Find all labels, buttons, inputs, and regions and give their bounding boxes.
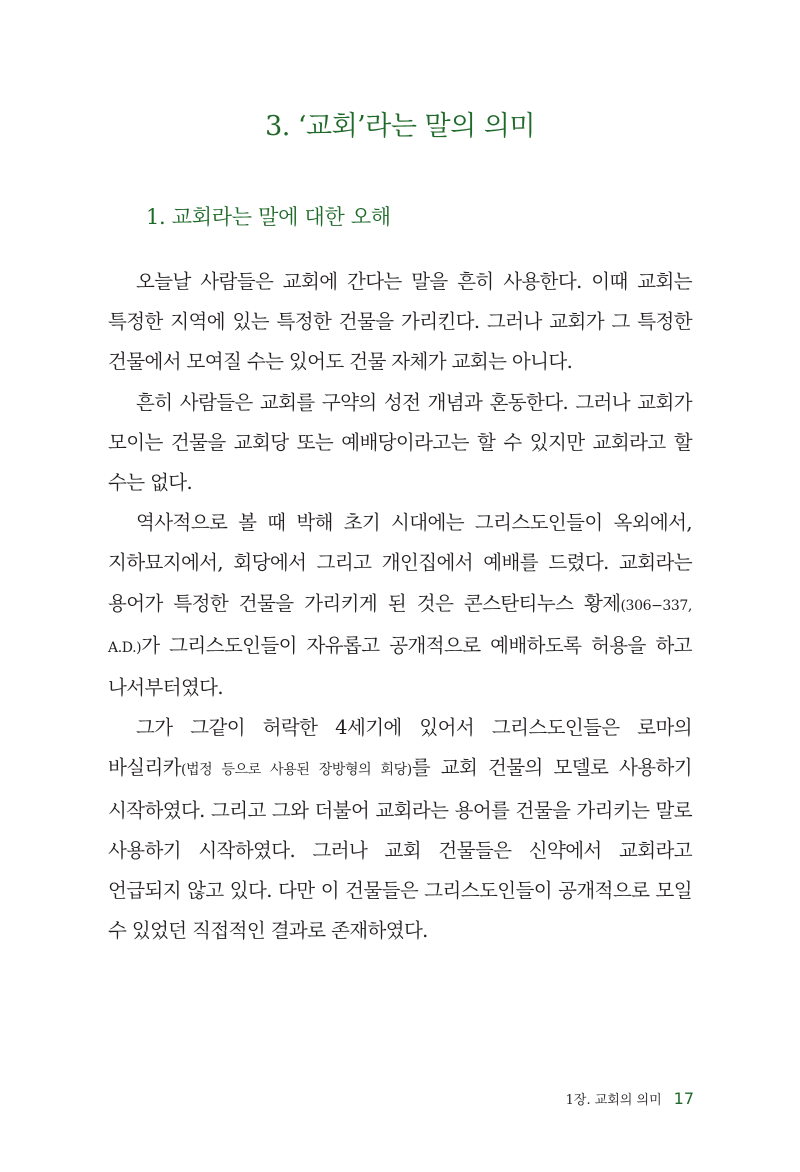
page-number: 17 bbox=[673, 1089, 694, 1108]
paragraph-4-text-b: 를 교회 건물의 모델로 사용하기 시작하였다. 그리고 그와 더불어 교회라는 용어를 건물을 가리키는 말로 사용하기 시작하였다. 그러나 교회 건물들은 신약에서 교회라고 언급되지 않고 있다. 다만 이 건물들은 그리스도인들이 공개적으로 모일 수 있었던 직접적인 결과로 존재하였다. bbox=[108, 756, 692, 943]
chapter-title: 3. ‘교회’라는 말의 의미 bbox=[265, 111, 535, 142]
paragraph-3-text-b: 가 그리스도인들이 자유롭고 공개적으로 예배하도록 허용을 하고 나서부터였다. bbox=[108, 633, 692, 700]
paragraph-2: 흔히 사람들은 교회를 구약의 성전 개념과 혼동한다. 그러나 교회가 모이는 건물을 교회당 또는 예배당이라고는 할 수 있지만 교회라고 할 수는 없다. bbox=[108, 390, 692, 495]
body-text bbox=[108, 262, 692, 951]
paragraph-3-text-a: 역사적으로 볼 때 박해 초기 시대에는 그리스도인들이 옥외에서, 지하묘지에서, 회당에서 그리고 개인집에서 예배를 드렸다. 교회라는 용어가 특정한 건물을 가리키게 된 것은 콘스탄티누스 황제 bbox=[108, 511, 692, 615]
paragraph-4-text-a: 그가 그같이 허락한 4세기에 있어서 그리스도인들은 로마의 바실리카 bbox=[108, 716, 692, 780]
section-heading: 1. 교회라는 말에 대한 오해 bbox=[146, 205, 391, 229]
paragraph-1: 오늘날 사람들은 교회에 간다는 말을 흔히 사용한다. 이때 교회는 특정한 지역에 있는 특정한 건물을 가리킨다. 그러나 교회가 그 특정한 건물에서 모여질 수는 있어도 건물 자체가 교회는 아니다. bbox=[108, 270, 692, 374]
paragraph-4 bbox=[108, 708, 692, 951]
paragraph-3 bbox=[108, 503, 692, 708]
page-footer bbox=[566, 1089, 694, 1108]
paragraph-3-note: (306−337, A.D.) bbox=[108, 597, 692, 656]
paragraph-4-note: (법정 등으로 사용된 장방형의 회당) bbox=[180, 762, 412, 779]
running-footer-chapter: 1장. 교회의 의미 bbox=[565, 1093, 662, 1108]
